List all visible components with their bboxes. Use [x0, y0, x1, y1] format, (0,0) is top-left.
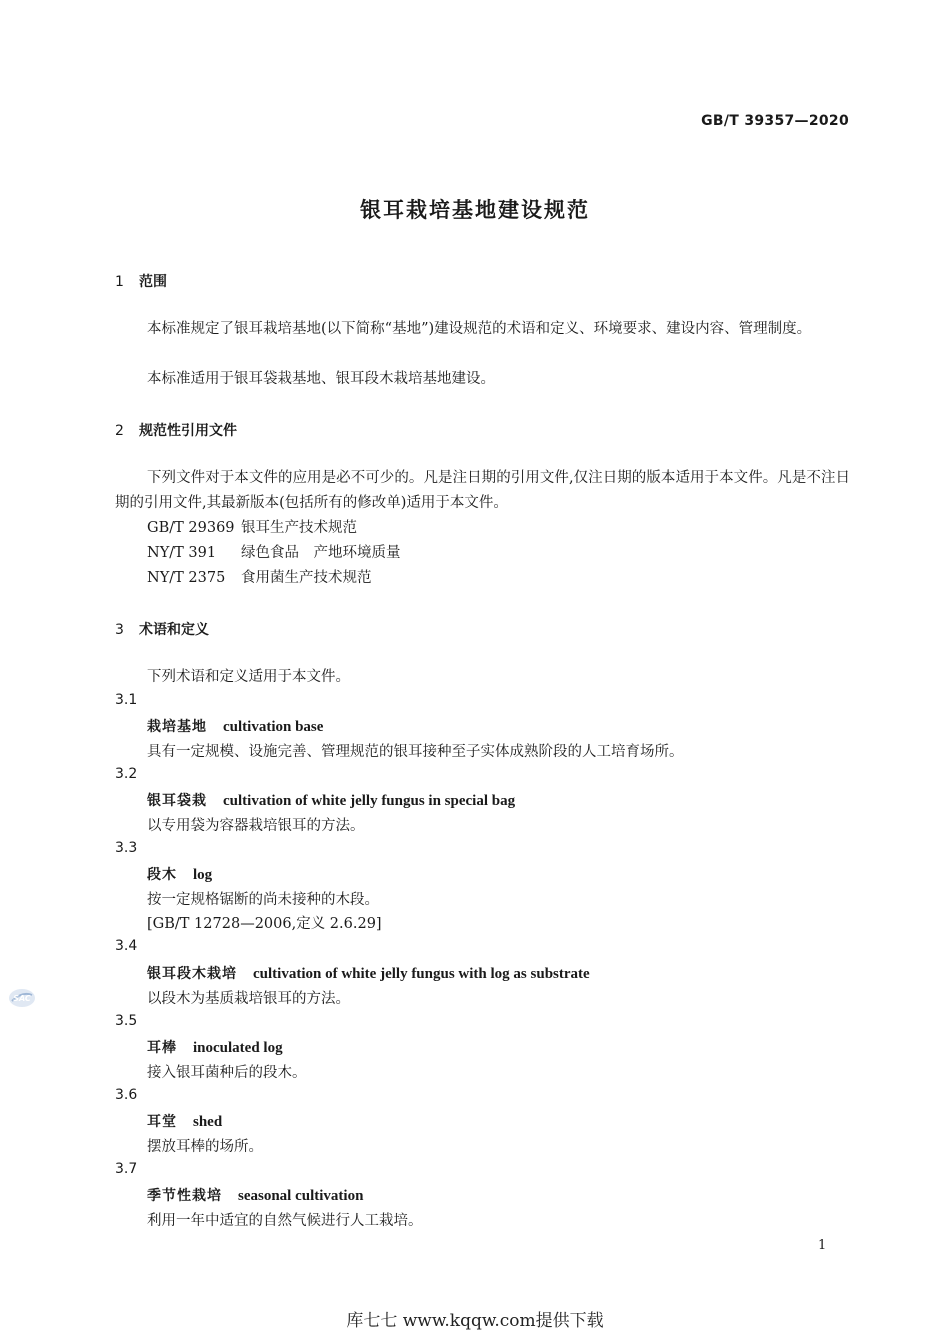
- download-watermark: 库七七 www.kqqw.com提供下载: [346, 1311, 604, 1331]
- term-number: 3.2: [115, 766, 138, 782]
- term-zh: 耳堂: [147, 1114, 177, 1130]
- term-definition: 具有一定规模、设施完善、管理规范的银耳接种至子实体成熟阶段的人工培育场所。: [147, 744, 684, 760]
- term-zh: 季节性栽培: [147, 1188, 222, 1204]
- term-heading: [147, 1037, 283, 1057]
- section-title: 规范性引用文件: [139, 423, 237, 439]
- term-zh: 段木: [147, 867, 177, 883]
- term-definition: 以专用袋为容器栽培银耳的方法。: [147, 818, 365, 834]
- standard-number: GB/T 39357—2020: [701, 113, 849, 129]
- term-heading: [147, 1111, 222, 1131]
- term-zh: 栽培基地: [147, 719, 207, 735]
- term-definition: 接入银耳菌种后的段木。: [147, 1065, 307, 1081]
- section-number: 1: [115, 274, 124, 290]
- term-heading: [147, 790, 515, 810]
- section-number: 3: [115, 622, 124, 638]
- term-definition: 以段木为基质栽培银耳的方法。: [147, 991, 350, 1007]
- term-zh: 银耳段木栽培: [147, 966, 237, 982]
- term-number: 3.1: [115, 692, 138, 708]
- term-source: [GB/T 12728—2006,定义 2.6.29]: [147, 916, 382, 932]
- term-en: log: [193, 867, 213, 883]
- term-definition: 利用一年中适宜的自然气候进行人工栽培。: [147, 1213, 423, 1229]
- sac-stamp-logo: [8, 987, 36, 1009]
- reference-title: 绿色食品 产地环境质量: [241, 545, 401, 561]
- section-1-paragraph-1: 本标准规定了银耳栽培基地(以下简称“基地”)建设规范的术语和定义、环境要求、建设内容、管理制度。: [147, 321, 812, 337]
- term-number: 3.7: [115, 1161, 138, 1177]
- section-2-heading: [115, 420, 237, 440]
- reference-item: [147, 516, 357, 537]
- reference-item: [147, 566, 372, 587]
- term-en: shed: [193, 1114, 223, 1130]
- term-heading: [147, 864, 212, 884]
- reference-title: 食用菌生产技术规范: [241, 570, 372, 586]
- page-number: 1: [818, 1238, 827, 1253]
- section-3-heading: [115, 619, 209, 639]
- term-heading: [147, 716, 323, 736]
- document-title: 银耳栽培基地建设规范: [360, 198, 590, 222]
- reference-code: GB/T 29369: [147, 520, 235, 536]
- section-title: 术语和定义: [139, 622, 209, 638]
- section-3-intro: 下列术语和定义适用于本文件。: [147, 669, 350, 685]
- section-1-paragraph-2: 本标准适用于银耳袋栽基地、银耳段木栽培基地建设。: [147, 371, 495, 387]
- term-en: cultivation of white jelly fungus with log as substrate: [253, 966, 590, 982]
- term-heading: [147, 1185, 363, 1205]
- term-zh: 银耳袋栽: [147, 793, 207, 809]
- term-zh: 耳棒: [147, 1040, 177, 1056]
- section-2-paragraph: 下列文件对于本文件的应用是必不可少的。凡是注日期的引用文件,仅注日期的版本适用于本文件。凡是不注日期的引用文件,其最新版本(包括所有的修改单)适用于本文件。: [115, 470, 850, 511]
- term-number: 3.6: [115, 1087, 138, 1103]
- reference-title: 银耳生产技术规范: [241, 520, 357, 536]
- section-title: 范围: [139, 274, 167, 290]
- section-1-heading: [115, 271, 167, 291]
- reference-item: [147, 541, 401, 562]
- section-number: 2: [115, 423, 124, 439]
- reference-code: NY/T 391: [147, 545, 217, 561]
- term-en: cultivation of white jelly fungus in special bag: [223, 793, 516, 809]
- svg-text:SAC: SAC: [13, 994, 31, 1003]
- term-en: seasonal cultivation: [238, 1188, 364, 1204]
- term-en: inoculated log: [193, 1040, 283, 1056]
- term-en: cultivation base: [223, 719, 324, 735]
- term-heading: [147, 963, 590, 983]
- term-number: 3.5: [115, 1013, 138, 1029]
- reference-code: NY/T 2375: [147, 570, 226, 586]
- term-definition: 摆放耳棒的场所。: [147, 1139, 263, 1155]
- term-definition: 按一定规格锯断的尚未接种的木段。: [147, 892, 379, 908]
- term-number: 3.4: [115, 938, 138, 954]
- term-number: 3.3: [115, 840, 138, 856]
